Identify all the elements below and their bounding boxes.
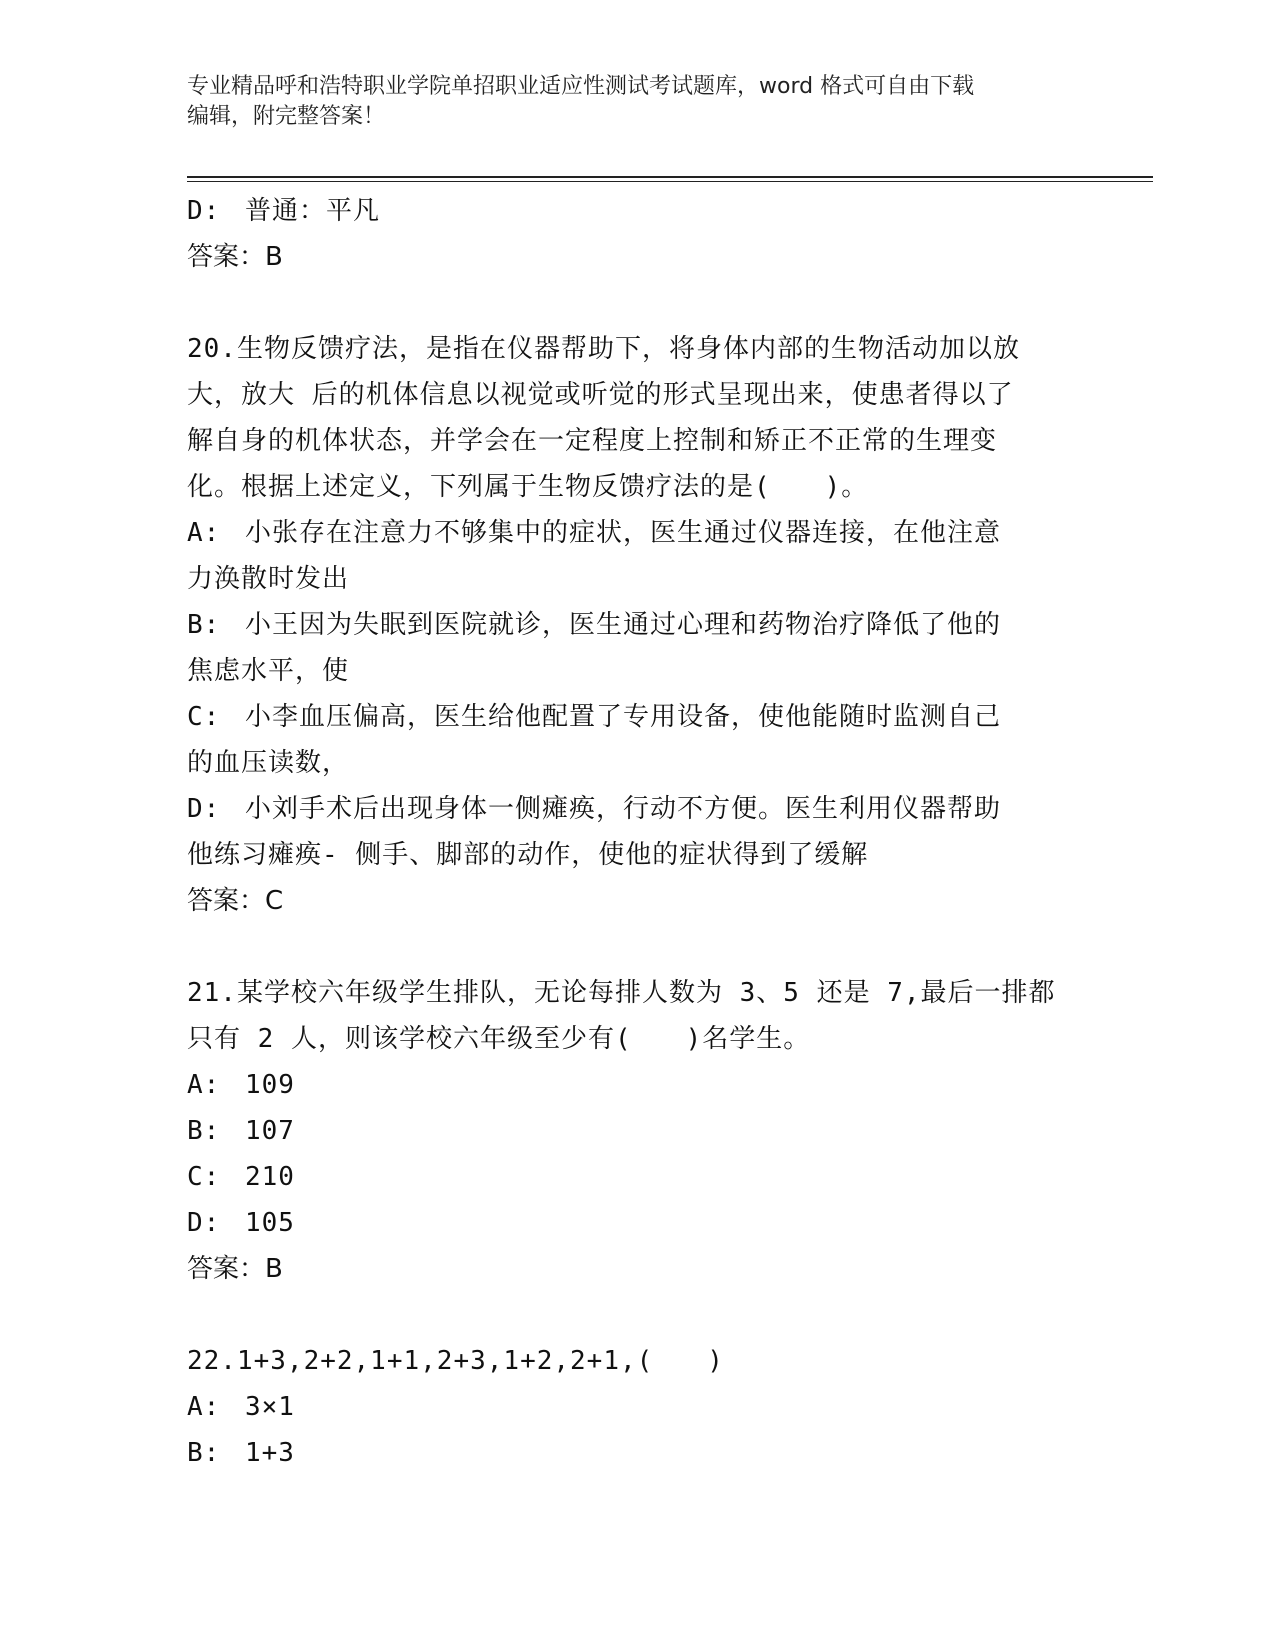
- q21-option-d: [187, 1200, 1087, 1246]
- option-text: 109: [245, 1070, 295, 1100]
- option-label: A:: [187, 1392, 221, 1422]
- option-text: 小刘手术后出现身体一侧瘫痪，行动不方便。医生利用仪器帮助: [245, 794, 1002, 824]
- q20-stem-line-3: 解自身的机体状态，并学会在一定程度上控制和矫正不正常的生理变: [187, 426, 998, 456]
- option-text: 小王因为失眠到医院就诊，医生通过心理和药物治疗降低了他的: [245, 610, 1002, 640]
- header-rule-thick: [187, 176, 1153, 178]
- q21-stem-line-1: 21.某学校六年级学生排队，无论每排人数为 3、5 还是 7,最后一排都: [187, 978, 1056, 1008]
- q22-option-b: [187, 1430, 1087, 1476]
- spacer: [187, 1292, 1087, 1338]
- q20-option-b-cont: 焦虑水平，使: [187, 656, 350, 686]
- option-label: B:: [187, 1116, 221, 1146]
- option-label: B:: [187, 1438, 221, 1468]
- header-line-2: 编辑，附完整答案！: [187, 104, 386, 129]
- q20-option-d: [187, 786, 1087, 832]
- q20-stem-line-1: 20.生物反馈疗法，是指在仪器帮助下，将身体内部的生物活动加以放: [187, 334, 1020, 364]
- q21-option-b: [187, 1108, 1087, 1154]
- q21-answer: 答案：B: [187, 1254, 283, 1284]
- option-label: D:: [187, 794, 221, 824]
- option-text: 107: [245, 1116, 295, 1146]
- q22-option-a: [187, 1384, 1087, 1430]
- option-text: 普通：平凡: [245, 196, 381, 226]
- option-text: 210: [245, 1162, 295, 1192]
- option-text: 105: [245, 1208, 295, 1238]
- q20-option-b: [187, 602, 1087, 648]
- spacer: [187, 924, 1087, 970]
- header-line-1: 专业精品呼和浩特职业学院单招职业适应性测试考试题库，word 格式可自由下载: [187, 74, 975, 99]
- q20-answer: 答案：C: [187, 886, 284, 916]
- header-rule-thin: [187, 181, 1153, 182]
- option-label: C:: [187, 1162, 221, 1192]
- q20-option-c: [187, 694, 1087, 740]
- option-text: 小李血压偏高，医生给他配置了专用设备，使他能随时监测自己: [245, 702, 1002, 732]
- q20-stem-line-4: 化。根据上述定义，下列属于生物反馈疗法的是( )。: [187, 472, 869, 502]
- option-text: 3×1: [245, 1392, 295, 1422]
- q21-stem-line-2: 只有 2 人，则该学校六年级至少有( )名学生。: [187, 1024, 811, 1054]
- q20-option-c-cont: 的血压读数，: [187, 748, 350, 778]
- option-label: B:: [187, 610, 221, 640]
- spacer: [187, 280, 1087, 326]
- option-label: C:: [187, 702, 221, 732]
- option-label: D:: [187, 1208, 221, 1238]
- q21-option-c: [187, 1154, 1087, 1200]
- q22-stem: 22.1+3,2+2,1+1,2+3,1+2,2+1,( ): [187, 1346, 724, 1376]
- page-header: [187, 72, 1087, 132]
- document-content: [187, 188, 1087, 1476]
- q21-option-a: [187, 1062, 1087, 1108]
- q20-stem-line-2: 大，放大 后的机体信息以视觉或听觉的形式呈现出来，使患者得以了: [187, 380, 1014, 410]
- q20-option-a-cont: 力涣散时发出: [187, 564, 350, 594]
- option-label: D:: [187, 196, 221, 226]
- option-label: A:: [187, 518, 221, 548]
- option-text: 1+3: [245, 1438, 295, 1468]
- option-label: A:: [187, 1070, 221, 1100]
- q20-option-a: [187, 510, 1087, 556]
- q19-answer: 答案：B: [187, 242, 283, 272]
- q20-option-d-cont: 他练习瘫痪- 侧手、脚部的动作，使他的症状得到了缓解: [187, 840, 869, 870]
- option-text: 小张存在注意力不够集中的症状，医生通过仪器连接，在他注意: [245, 518, 1002, 548]
- q19-option-d: [187, 188, 1087, 234]
